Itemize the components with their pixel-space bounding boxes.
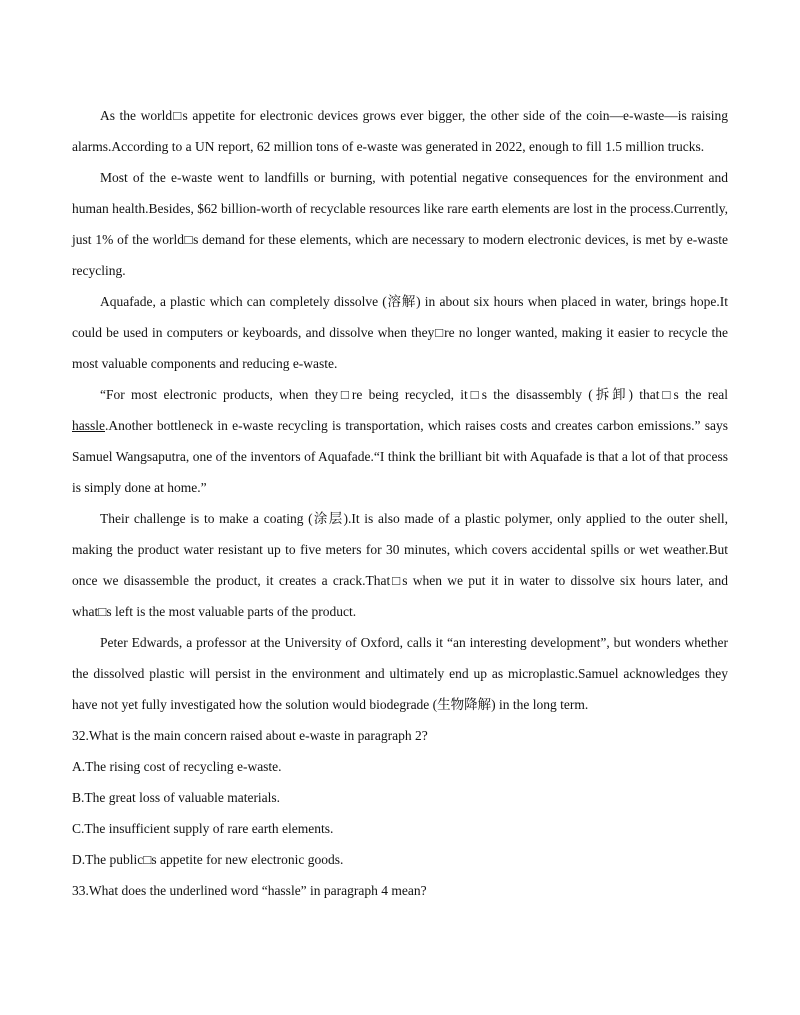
question-32-option-b: B.The great loss of valuable materials. bbox=[72, 790, 281, 805]
question-32-option-d: D.The public□s appetite for new electronic goods. bbox=[72, 852, 344, 867]
paragraph-1: As the world□s appetite for electronic devices grows ever bigger, the other side of the coin—e-waste—is raising alarms.According to a UN report, 62 million tons of e-waste was generated in 2022, enough to fill 1.5 million trucks. bbox=[72, 108, 728, 154]
paragraph-2: Most of the e-waste went to landfills or burning, with potential negative consequences for the environment and human health.Besides, $62 billion-worth of recyclable resources like rare earth elements are lost in the process.Currently, just 1% of the world□s demand for these elements, which are necessary to modern electronic devices, is met by e-waste recycling. bbox=[72, 170, 728, 278]
underlined-word-hassle: hassle bbox=[72, 418, 105, 433]
question-32-option-c: C.The insufficient supply of rare earth elements. bbox=[72, 821, 334, 836]
paragraph-3: Aquafade, a plastic which can completely dissolve (溶解) in about six hours when placed in water, brings hope.It could be used in computers or keyboards, and dissolve when they□re no longer wanted, making it easier to recycle the most valuable components and reducing e-waste. bbox=[72, 294, 728, 371]
paragraph-4-end: .Another bottleneck in e-waste recycling is transportation, which raises costs and creates carbon emissions.” says Samuel Wangsaputra, one of the inventors of Aquafade.“I think the brilliant bit with Aquafade is that a lot of that process is simply done at home.” bbox=[72, 418, 728, 495]
paragraph-4-start: “For most electronic products, when they□re being recycled, it□s the disassembly (拆卸) that□s the real bbox=[100, 387, 728, 402]
question-32-stem: 32.What is the main concern raised about e-waste in paragraph 2? bbox=[72, 728, 428, 743]
paragraph-4 bbox=[72, 379, 728, 503]
question-33-stem: 33.What does the underlined word “hassle” in paragraph 4 mean? bbox=[72, 883, 427, 898]
reading-passage bbox=[72, 100, 728, 906]
paragraph-5: Their challenge is to make a coating (涂层).It is also made of a plastic polymer, only applied to the outer shell, making the product water resistant up to five meters for 30 minutes, which covers accidental spills or wet weather.But once we disassemble the product, it creates a crack.That□s when we put it in water to dissolve six hours later, and what□s left is the most valuable parts of the product. bbox=[72, 511, 728, 619]
question-32-option-a: A.The rising cost of recycling e-waste. bbox=[72, 759, 282, 774]
paragraph-6: Peter Edwards, a professor at the University of Oxford, calls it “an interesting development”, but wonders whether the dissolved plastic will persist in the environment and ultimately end up as microplastic.Samuel acknowledges they have not yet fully investigated how the solution would biodegrade (生物降解) in the long term. bbox=[72, 635, 728, 712]
